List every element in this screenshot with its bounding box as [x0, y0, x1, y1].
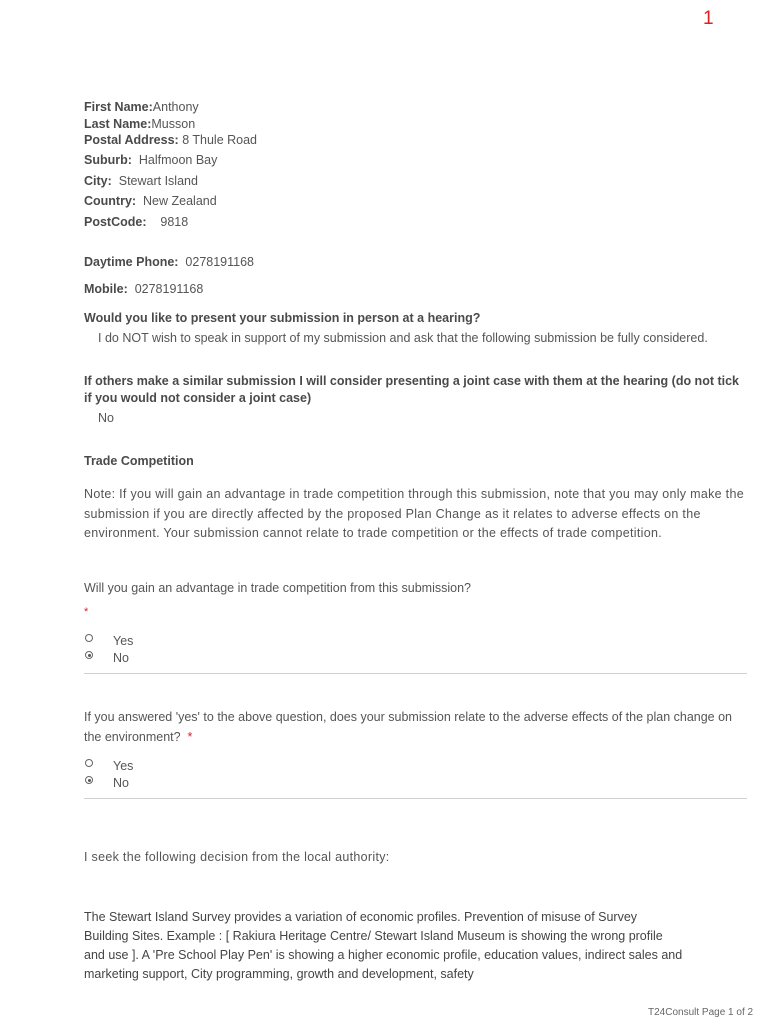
- trade-advantage-no-label: No: [113, 651, 129, 665]
- joint-case-answer: No: [98, 411, 114, 425]
- daytime-phone-row: [84, 255, 254, 269]
- required-marker: *: [84, 606, 89, 618]
- daytime-phone-label: Daytime Phone:: [84, 255, 179, 269]
- trade-advantage-question: Will you gain an advantage in trade competition from this submission?: [84, 581, 472, 595]
- mobile-label: Mobile:: [84, 282, 128, 296]
- first-name-label: First Name:: [84, 100, 153, 114]
- adverse-effects-yes-radio[interactable]: [85, 759, 93, 767]
- last-name-value: Musson: [151, 117, 196, 131]
- trade-competition-heading: Trade Competition: [84, 454, 194, 468]
- adverse-effects-question-text: If you answered 'yes' to the above question, does your submission relate to the adverse effects of the plan change on the environment?: [84, 710, 733, 744]
- suburb-label: Suburb:: [84, 153, 132, 167]
- trade-advantage-no-radio[interactable]: [85, 651, 93, 659]
- trade-advantage-yes-label: Yes: [113, 634, 134, 648]
- page-number: 1: [703, 8, 714, 29]
- hearing-question: Would you like to present your submission in person at a hearing?: [84, 311, 481, 325]
- country-value: New Zealand: [143, 194, 217, 208]
- adverse-effects-yes-label: Yes: [113, 759, 134, 773]
- last-name-label: Last Name:: [84, 117, 152, 131]
- divider: [84, 673, 747, 674]
- postcode-value: 9818: [160, 215, 189, 229]
- daytime-phone-value: 0278191168: [185, 255, 255, 269]
- country-label: Country:: [84, 194, 137, 208]
- adverse-effects-no-radio[interactable]: [85, 776, 93, 784]
- joint-case-question: If others make a similar submission I will consider presenting a joint case with them at the hearing (do not tick if you would not consider a joint case): [84, 374, 740, 405]
- last-name-row: [84, 117, 195, 131]
- adverse-effects-no-label: No: [113, 776, 129, 790]
- page-footer: T24Consult Page 1 of 2: [648, 1007, 754, 1018]
- postal-address-value: 8 Thule Road: [182, 133, 258, 147]
- adverse-effects-question: [84, 708, 734, 747]
- city-row: [84, 174, 198, 188]
- country-row: [84, 194, 217, 208]
- trade-competition-note: Note: If you will gain an advantage in trade competition through this submission, note that you may only make the submission if you are directly affected by the proposed Plan Change as it relates to adverse effects on the environment. Your submission cannot relate to trade competition or the effects of trade competition.: [84, 487, 744, 540]
- postal-address-row: [84, 133, 257, 147]
- mobile-row: [84, 282, 203, 296]
- mobile-value: 0278191168: [134, 282, 204, 296]
- hearing-answer: I do NOT wish to speak in support of my submission and ask that the following submission be fully considered.: [98, 331, 708, 345]
- required-marker: *: [187, 729, 193, 744]
- postal-address-label: Postal Address:: [84, 133, 179, 147]
- postcode-row: [84, 215, 188, 229]
- postcode-label: PostCode:: [84, 215, 147, 229]
- first-name-row: [84, 100, 199, 114]
- city-value: Stewart Island: [118, 174, 198, 188]
- trade-advantage-yes-radio[interactable]: [85, 634, 93, 642]
- first-name-value: Anthony: [152, 100, 199, 114]
- decision-text: The Stewart Island Survey provides a variation of economic profiles. Prevention of misuse of Survey Building Sites. Example : [ Rakiura Heritage Centre/ Stewart Island Museum is showing the wrong profile and use ]. A 'Pre School Play Pen' is showing a higher economic profile, education values, indirect sales and marketing support, City programming, growth and development, safety: [84, 910, 683, 981]
- decision-heading: I seek the following decision from the local authority:: [84, 850, 390, 864]
- suburb-row: [84, 153, 217, 167]
- city-label: City:: [84, 174, 112, 188]
- divider: [84, 798, 747, 799]
- suburb-value: Halfmoon Bay: [138, 153, 218, 167]
